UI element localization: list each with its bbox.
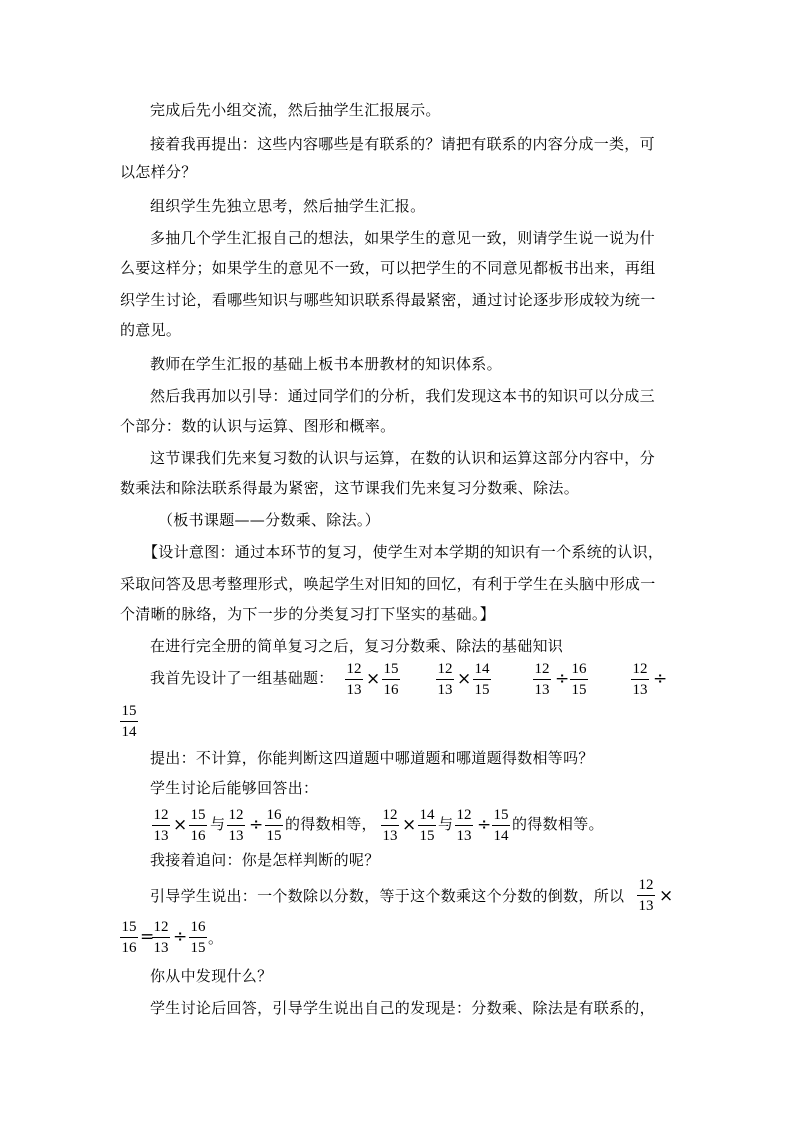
fraction-12-13: 12 13 <box>153 919 169 956</box>
paragraph: 你从中发现什么？ <box>150 967 273 985</box>
paragraph: 在进行完全册的简单复习之后，复习分数乘、除法的基础知识 <box>150 637 564 655</box>
divide-sign: ÷ <box>249 815 264 835</box>
fraction-12-13: 12 13 <box>632 661 648 698</box>
equals-sign: = <box>140 927 155 947</box>
paragraph: 个清晰的脉络，为下一步的分类复习打下坚实的基础。】 <box>120 605 496 623</box>
fraction-16-15: 16 15 <box>190 919 206 956</box>
fraction-12-13: 12 13 <box>153 807 169 844</box>
fraction-12-13: 12 13 <box>534 661 550 698</box>
text-yu: 与 <box>210 815 226 833</box>
divide-sign: ÷ <box>477 815 492 835</box>
paragraph: 采取问答及思考整理形式，唤起学生对旧知的回忆，有利于学生在头脑中形成一 <box>120 575 656 593</box>
text-yu: 与 <box>438 815 454 833</box>
paragraph: 接着我再提出：这些内容哪些是有联系的？请把有联系的内容分成一类，可 <box>150 135 655 153</box>
fraction-12-13: 12 13 <box>346 661 362 698</box>
paragraph: 教师在学生汇报的基础上板书本册教材的知识体系。 <box>150 355 502 373</box>
paragraph: 引导学生说出：一个数除以分数，等于这个数乘这个分数的倒数，所以 <box>150 887 625 905</box>
fraction-12-13: 12 13 <box>437 661 453 698</box>
paragraph: 完成后先小组交流，然后抽学生汇报展示。 <box>150 101 441 119</box>
paragraph: 这节课我们先来复习数的认识与运算，在数的认识和运算这部分内容中，分 <box>150 449 655 467</box>
paragraph: 学生讨论后回答，引导学生说出自己的发现是：分数乘、除法是有联系的， <box>150 999 655 1017</box>
times-sign: × <box>366 669 381 689</box>
fraction-12-13: 12 13 <box>456 807 472 844</box>
paragraph: 我首先设计了一组基础题： <box>150 669 334 687</box>
fraction-16-15: 16 15 <box>266 807 282 844</box>
fraction-15-14: 15 14 <box>121 703 137 740</box>
divide-sign: ÷ <box>653 669 668 689</box>
fraction-16-15: 16 15 <box>571 661 587 698</box>
divide-sign: ÷ <box>173 927 188 947</box>
text-result-equal: 的得数相等。 <box>512 815 604 833</box>
paragraph: 个部分：数的认识与运算、图形和概率。 <box>120 417 396 435</box>
period: 。 <box>208 929 224 947</box>
fraction-12-13: 12 13 <box>382 807 398 844</box>
fraction-15-14: 15 14 <box>493 807 509 844</box>
paragraph: 的意见。 <box>120 321 182 339</box>
fraction-15-16: 15 16 <box>190 807 206 844</box>
times-sign: × <box>457 669 472 689</box>
paragraph: 以怎样分？ <box>120 163 197 181</box>
paragraph: 多抽几个学生汇报自己的想法，如果学生的意见一致，则请学生说一说为什 <box>150 229 655 247</box>
divide-sign: ÷ <box>555 669 570 689</box>
fraction-14-15: 14 15 <box>419 807 435 844</box>
paragraph: 么要这样分；如果学生的意见不一致，可以把学生的不同意见都板书出来，再组 <box>120 259 656 277</box>
paragraph: 数乘法和除法联系得最为紧密，这节课我们先来复习分数乘、除法。 <box>120 479 580 497</box>
times-sign: × <box>173 815 188 835</box>
text-result-equal: 的得数相等， <box>285 815 377 833</box>
paragraph: 然后我再加以引导：通过同学们的分析，我们发现这本书的知识可以分成三 <box>150 387 655 405</box>
fraction-14-15: 14 15 <box>474 661 490 698</box>
paragraph: 学生讨论后能够回答出： <box>150 779 319 797</box>
fraction-12-13: 12 13 <box>228 807 244 844</box>
paragraph: 组织学生先独立思考，然后抽学生汇报。 <box>150 197 426 215</box>
paragraph: （板书课题——分数乘、除法。） <box>158 511 381 529</box>
paragraph: 提出：不计算，你能判断这四道题中哪道题和哪道题得数相等吗？ <box>150 749 594 767</box>
fraction-15-16: 15 16 <box>383 661 399 698</box>
fraction-15-16: 15 16 <box>121 919 137 956</box>
times-sign: × <box>659 886 674 906</box>
paragraph: 我接着追问：你是怎样判断的呢？ <box>150 851 380 869</box>
paragraph: 织学生讨论，看哪些知识与哪些知识联系得最紧密，通过讨论逐步形成较为统一 <box>120 291 656 309</box>
paragraph: 【设计意图：通过本环节的复习，使学生对本学期的知识有一个系统的认识， <box>143 543 664 561</box>
times-sign: × <box>402 815 417 835</box>
fraction-12-13: 12 13 <box>638 877 654 914</box>
